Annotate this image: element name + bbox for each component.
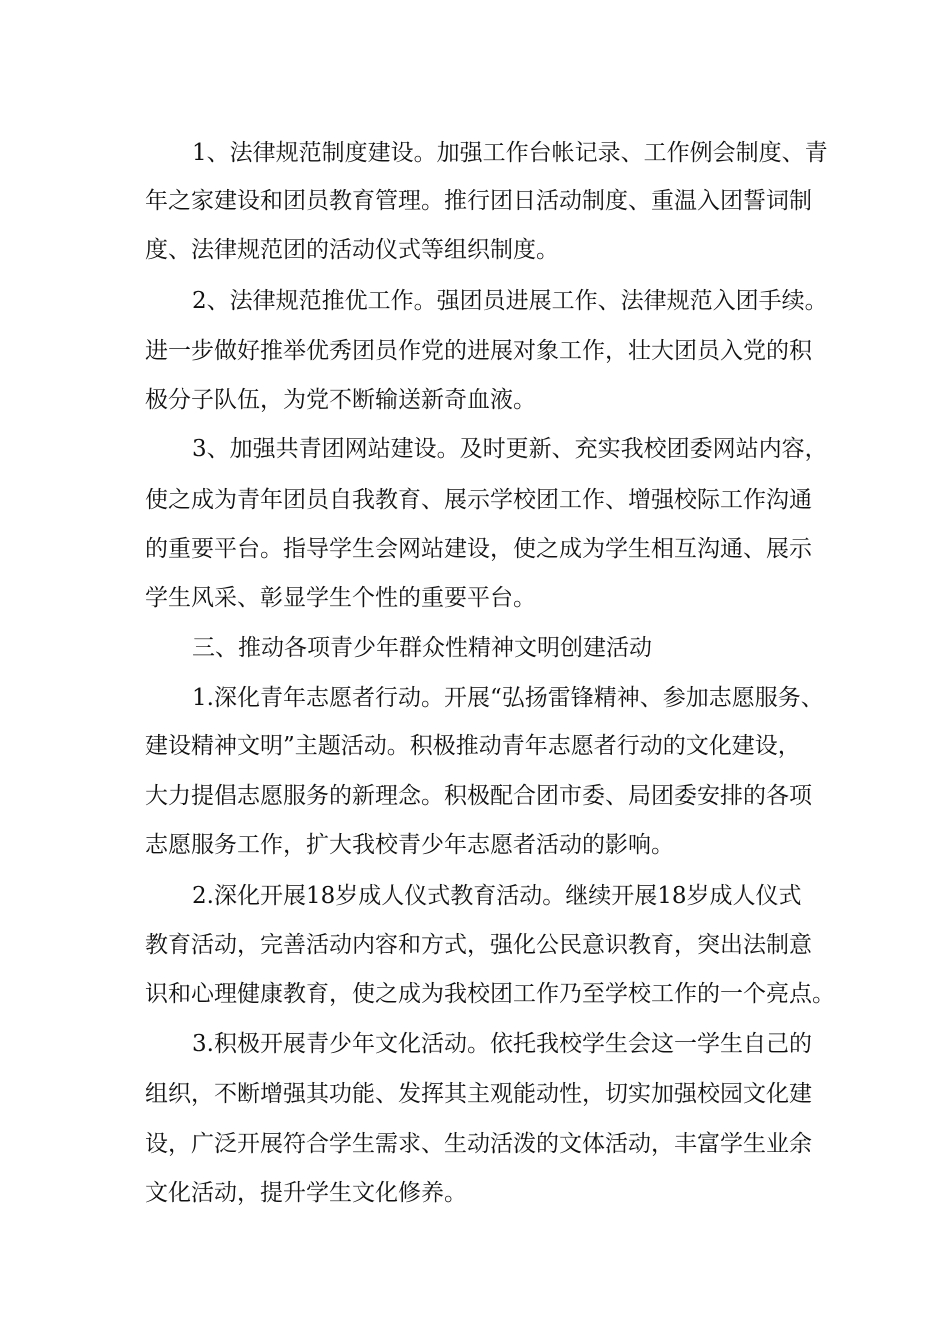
text-line: 度、法律规范团的活动仪式等组织制度。 <box>145 237 559 263</box>
text-line: 年之家建设和团员教育管理。推行团日活动制度、重温入团誓词制 <box>145 188 812 214</box>
text-line: 2、法律规范推优工作。强团员进展工作、法律规范入团手续。 <box>192 288 828 314</box>
text-line: 2.深化开展18岁成人仪式教育活动。继续开展18岁成人仪式 <box>192 883 802 909</box>
text-line: 3.积极开展青少年文化活动。依托我校学生会这一学生自己的 <box>192 1031 812 1057</box>
text-line: 设，广泛开展符合学生需求、生动活泼的文体活动，丰富学生业余 <box>145 1131 812 1157</box>
text-line: 使之成为青年团员自我教育、展示学校团工作、增强校际工作沟通 <box>145 487 812 513</box>
text-line: 文化活动，提升学生文化修养。 <box>145 1180 467 1206</box>
text-line: 进一步做好推举优秀团员作党的进展对象工作，壮大团员入党的积 <box>145 338 812 364</box>
text-line: 志愿服务工作，扩大我校青少年志愿者活动的影响。 <box>145 832 674 858</box>
text-line: 学生风采、彰显学生个性的重要平台。 <box>145 585 536 611</box>
text-line: 大力提倡志愿服务的新理念。积极配合团市委、局团委安排的各项 <box>145 783 812 809</box>
text-line: 识和心理健康教育，使之成为我校团工作乃至学校工作的一个亮点。 <box>145 981 835 1007</box>
section-heading: 三、推动各项青少年群众性精神文明创建活动 <box>192 635 652 661</box>
text-line: 极分子队伍，为党不断输送新奇血液。 <box>145 387 536 413</box>
text-line: 的重要平台。指导学生会网站建设，使之成为学生相互沟通、展示 <box>145 536 812 562</box>
text-line: 1、法律规范制度建设。加强工作台帐记录、工作例会制度、青 <box>192 140 828 166</box>
text-line: 建设精神文明”主题活动。积极推动青年志愿者行动的文化建设， <box>145 733 801 759</box>
text-line: 3、加强共青团网站建设。及时更新、充实我校团委网站内容， <box>192 436 828 462</box>
text-line: 教育活动，完善活动内容和方式，强化公民意识教育，突出法制意 <box>145 932 812 958</box>
text-line: 组织，不断增强其功能、发挥其主观能动性，切实加强校园文化建 <box>145 1081 812 1107</box>
text-line: 1.深化青年志愿者行动。开展“弘扬雷锋精神、参加志愿服务、 <box>192 685 824 711</box>
